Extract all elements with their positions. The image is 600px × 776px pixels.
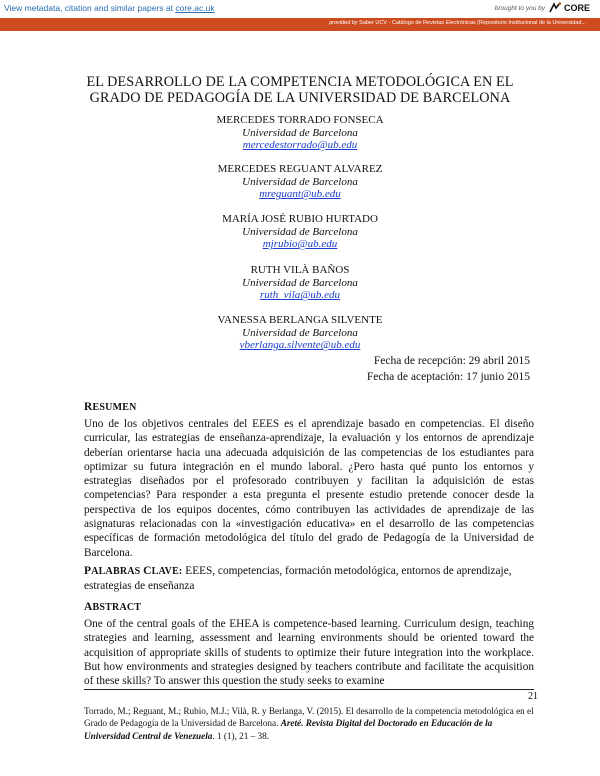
author-name: MARÍA JOSÉ RUBIO HURTADO <box>222 213 378 225</box>
abstract-heading <box>84 601 141 613</box>
journal-name: Areté. Revista Digital del Doctorado en Educación de la Universidad Central de Venezuela <box>84 718 493 741</box>
author-block-4 <box>150 264 450 302</box>
core-top-strip <box>0 0 600 18</box>
author-affiliation: Universidad de Barcelona <box>242 225 358 238</box>
core-banner <box>0 0 600 31</box>
provided-by-bar[interactable] <box>0 18 600 31</box>
author-email-link[interactable]: ruth_vila@ub.edu <box>259 289 341 302</box>
core-metadata-prefix: View metadata, citation and similar papers at <box>4 3 176 13</box>
resumen-heading <box>84 401 137 413</box>
submission-dates <box>367 353 530 385</box>
author-affiliation: Universidad de Barcelona <box>242 276 358 289</box>
keywords-label-rest-2: LAVE: <box>151 566 183 577</box>
core-logo-icon <box>548 2 562 14</box>
core-ac-uk-link[interactable]: core.ac.uk <box>175 3 215 13</box>
author-block-3 <box>150 213 450 251</box>
author-name: RUTH VILÀ BAÑOS <box>250 264 350 276</box>
author-affiliation: Universidad de Barcelona <box>242 126 358 139</box>
paper-title <box>80 74 520 106</box>
keywords-label-cap-2: C <box>143 565 152 577</box>
abstract-heading-cap: A <box>84 601 93 613</box>
resumen-heading-rest: ESUMEN <box>92 402 137 413</box>
provided-by-label: provided by <box>329 20 358 26</box>
author-block-5 <box>150 314 450 352</box>
author-name: MERCEDES REGUANT ALVAREZ <box>217 163 383 175</box>
paper-title-line-1: EL DESARROLLO DE LA COMPETENCIA METODOLÓGICA EN EL <box>86 74 514 90</box>
citation-footer <box>84 705 536 742</box>
brought-by-text: brought to you by <box>494 4 545 12</box>
citation-text: Torrado, M.; Reguant, M.; Rubio, M.J.; Vilà, R. y Berlanga, V. (2015). El desarrollo de la competencia metodológica en el Grado de Pedagogía de la Universidad de Barcelona. <box>84 706 534 729</box>
keywords-label-rest-1: ALABRAS <box>91 566 144 577</box>
resumen-text: Uno de los objetivos centrales del EEES es el aprendizaje basado en competencias. El diseño curricular, las estrategias de enseñanza-aprendizaje, la evaluación y los entornos de aprendizaje deberían orientarse hacia una adecuada adquisición de las competencias de los estudiantes para optimizar su futura integración en el mundo laboral. ¿Pero hasta qué punto los entornos y estrategias diseñados por el profesorado contribuyen y facilitan la adquisición de estas competencias? Para responder a esta pregunta el presente estudio pretende conocer desde la perspectiva de los equipos docentes, cómo contribuyen las actividades de aprendizaje de las asignaturas relacionadas con la «investigación educativa» en el desarrollo de las competencias específicas de formación metodológica del título del grado de Pedagogía de la Universidad de Barcelona. <box>84 418 534 559</box>
author-block-2 <box>150 163 450 201</box>
resumen-heading-cap: R <box>84 401 93 413</box>
author-affiliation: Universidad de Barcelona <box>242 175 358 188</box>
author-block-1 <box>150 114 450 152</box>
keywords-label-cap-1: P <box>84 565 92 577</box>
author-email-link[interactable]: mreguant@ub.edu <box>259 188 341 201</box>
provided-by-source: Saber UCV - Catálogo de Revistas Electrónicas (Repositorio Institucional de la Universidad... <box>359 20 586 26</box>
keywords-text: EEES, competencias, formación metodológica, entornos de aprendizaje, estrategias de enseñanza <box>84 565 512 593</box>
author-email-link[interactable]: mercedestorrado@ub.edu <box>242 139 358 152</box>
author-affiliation: Universidad de Barcelona <box>242 326 358 339</box>
core-brand[interactable] <box>495 2 590 14</box>
accepted-date: Fecha de aceptación: 17 junio 2015 <box>366 371 530 383</box>
core-logo-text: CORE <box>563 3 590 13</box>
received-date: Fecha de recepción: 29 abril 2015 <box>373 355 530 367</box>
provided-by-text <box>329 20 586 26</box>
author-email-link[interactable]: mjrubio@ub.edu <box>262 238 338 251</box>
keywords <box>84 564 534 594</box>
abstract-text: One of the central goals of the EHEA is competence-based learning. Curriculum design, teaching strategies and learning, assessment and learning environments should be oriented toward the acquisition of appropriate skills of students to optimize their future integration into the workplace. But how environments and strategies designed by teachers contribute and facilitate the acquisition of these skills? To answer this question the study seeks to examine <box>84 618 534 688</box>
author-name: MERCEDES TORRADO FONSECA <box>216 114 384 126</box>
citation-volume: . 1 (1), 21 – 38. <box>212 730 270 741</box>
author-name: VANESSA BERLANGA SILVENTE <box>217 314 383 326</box>
keywords-label <box>84 566 182 577</box>
footer-divider <box>84 689 534 690</box>
author-email-link[interactable]: vberlanga.silvente@ub.edu <box>239 339 361 352</box>
core-logo <box>548 2 590 14</box>
abstract-heading-rest: BSTRACT <box>92 602 142 613</box>
core-metadata-link[interactable] <box>4 3 215 13</box>
paper-title-line-2: GRADO DE PEDAGOGÍA DE LA UNIVERSIDAD DE BARCELONA <box>89 90 511 106</box>
page-number: 21 <box>528 691 538 702</box>
